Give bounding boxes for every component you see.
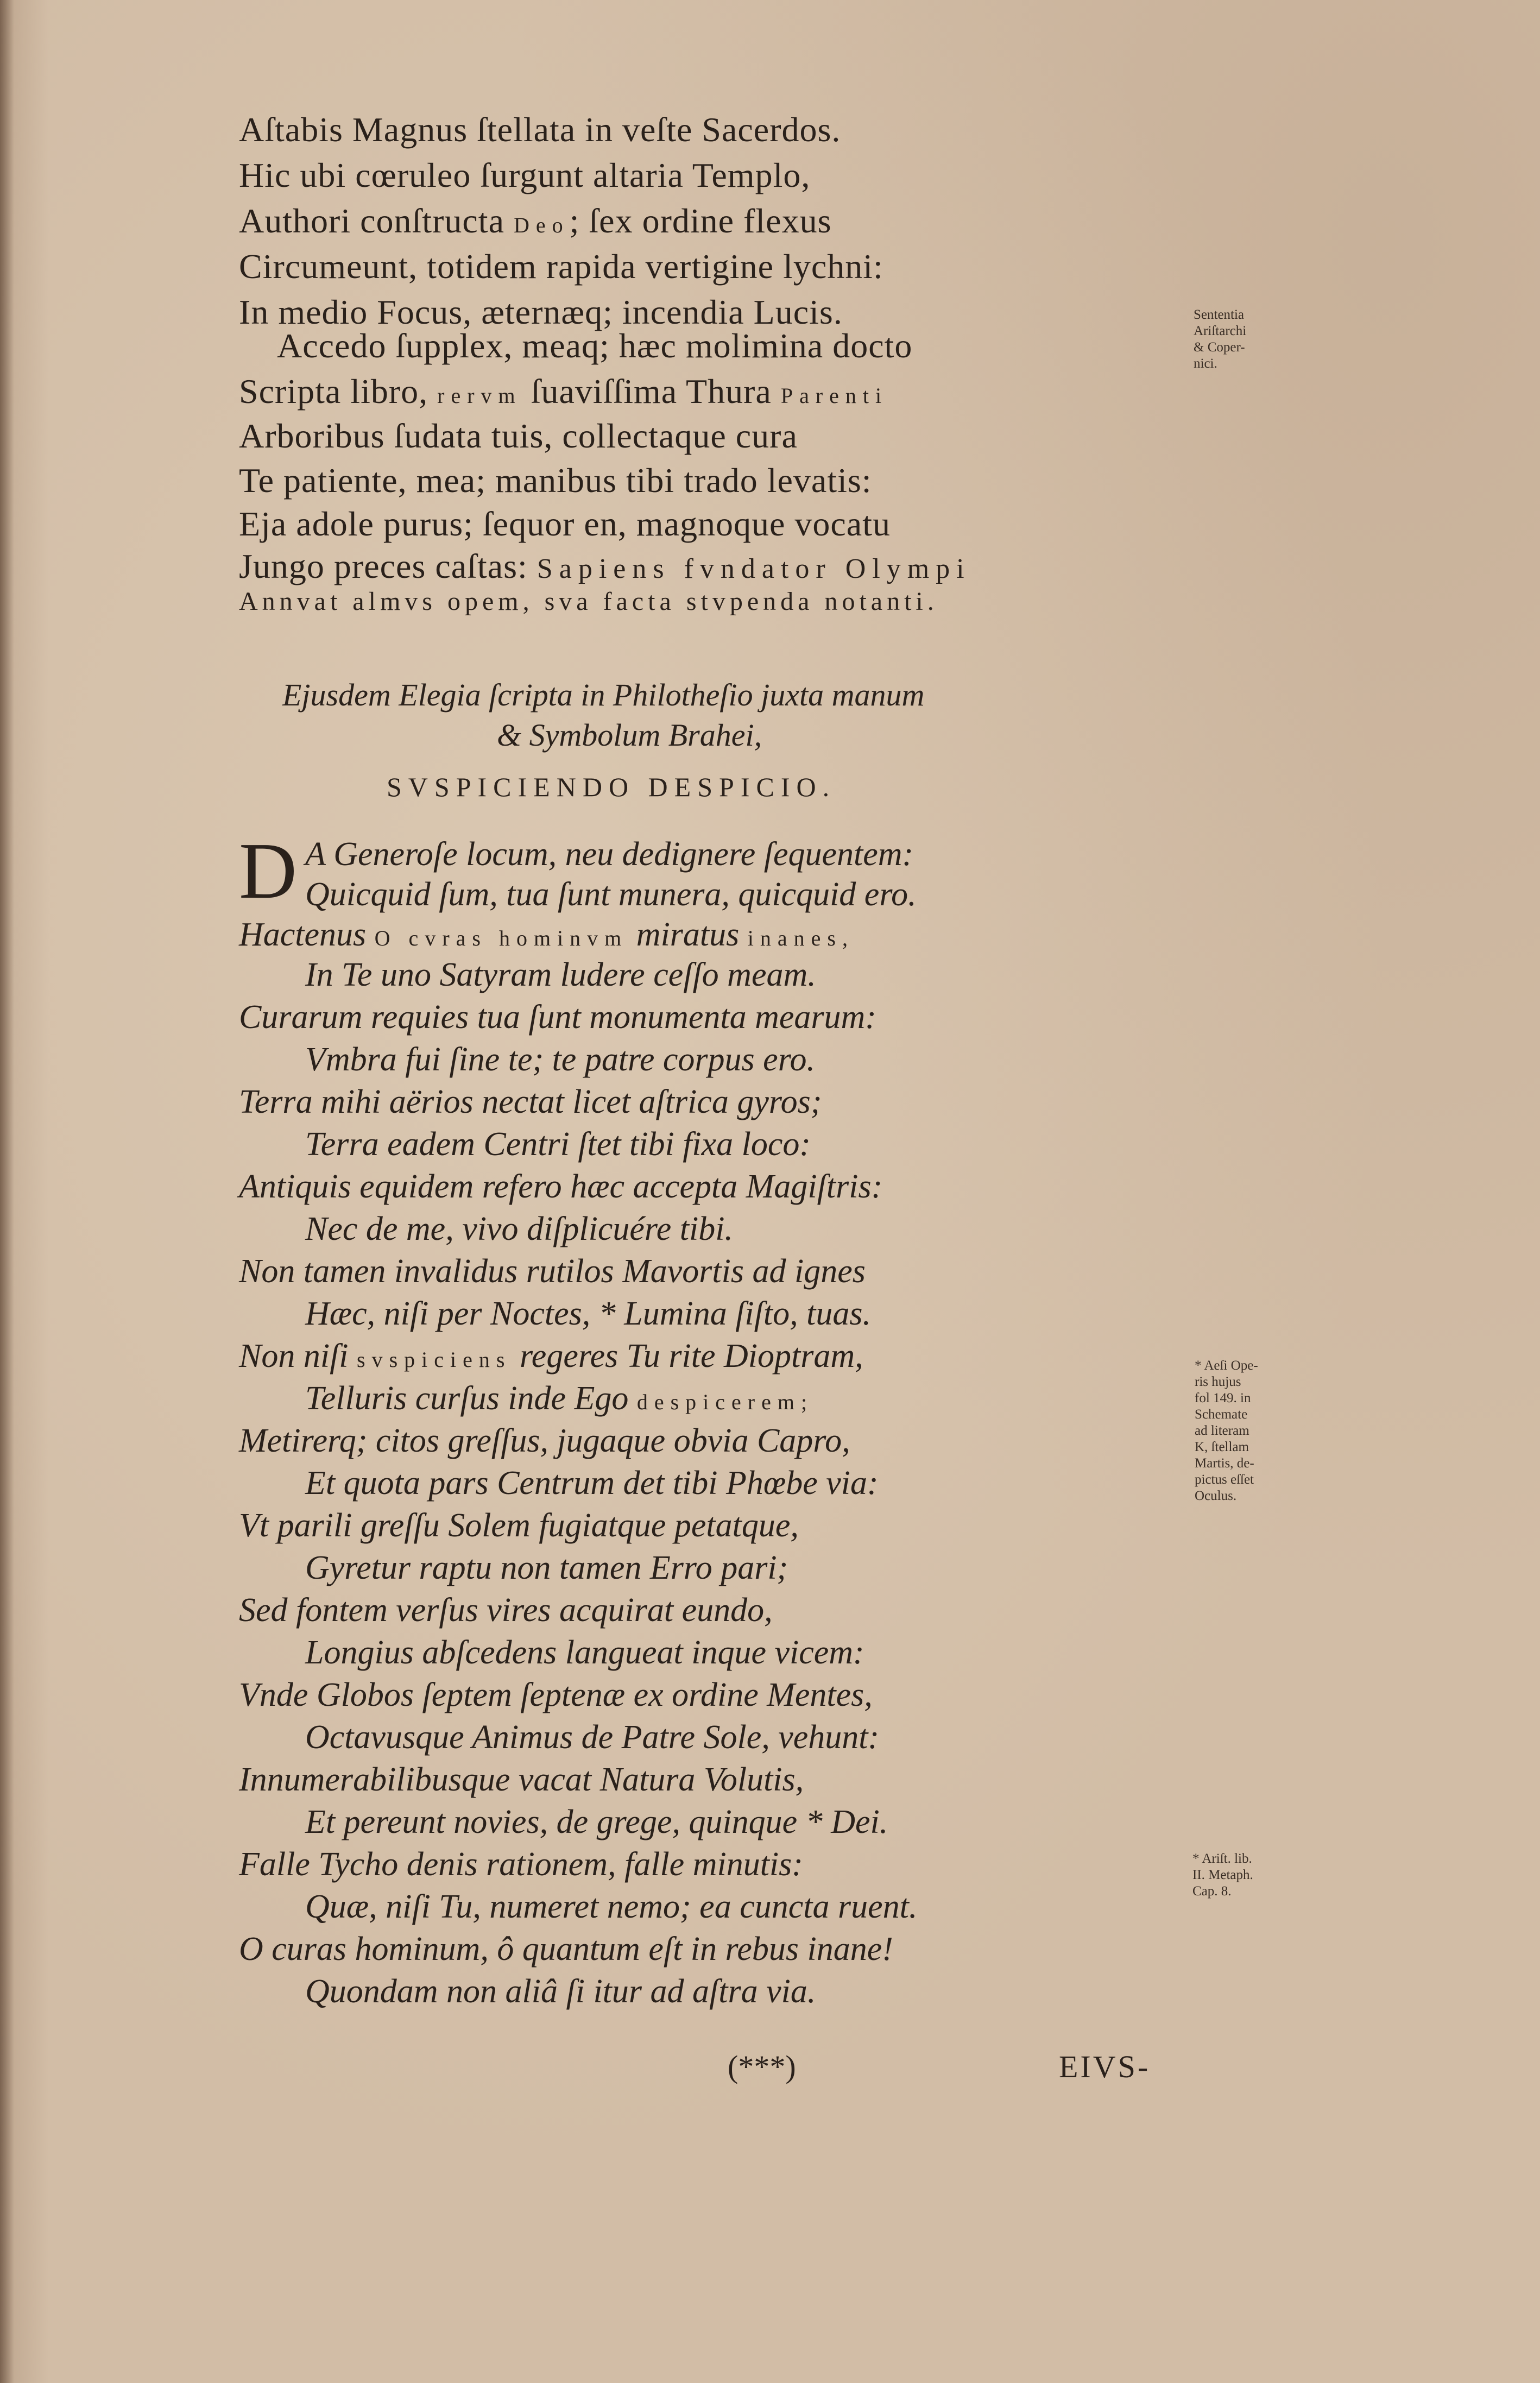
elegy-line: Metirerq; citos greſſus, jugaque obvia Capro, [239,1422,850,1459]
elegy-heading: Ejusdem Elegia ſcripta in Philotheſio juxta manum [282,677,925,713]
elegy-line: Et quota pars Centrum det tibi Phœbe via: [305,1465,879,1502]
note-line: Cap. 8. [1192,1884,1232,1899]
elegy-line [239,916,854,954]
caps-span: despicerem; [636,1390,814,1414]
elegy-line: Longius abſcedens langueat inque vicem: [305,1634,864,1671]
text-span: miratus [636,916,740,953]
elegy-heading-sub: & Symbolum Brahei, [497,717,762,753]
drop-cap: D [239,827,297,916]
poem-line: Arboribus ſudata tuis, collectaque cura [239,417,798,455]
elegy-line: Innumerabilibusque vacat Natura Volutis, [239,1761,804,1798]
elegy-line: Hæc, niſi per Noctes, * Lumina ſiſto, tuas. [305,1295,871,1332]
poem-line: Eja adole purus; ſequor en, magnoque vocatu [239,505,891,543]
elegy-line [305,1379,813,1418]
poem-line: Hic ubi cœruleo ſurgunt altaria Templo, [239,156,811,194]
elegy-line: In Te uno Satyram ludere ceſſo meam. [305,956,816,993]
text-span: Hactenus [239,916,367,953]
note-line: & Coper- [1194,340,1245,355]
elegy-line: Gyretur raptu non tamen Erro pari; [305,1549,788,1586]
text-span: regeres Tu rite Dioptram, [519,1338,863,1375]
text-span: ; ſex ordine flexus [569,201,832,240]
elegy-line: Terra eadem Centri ſtet tibi fixa loco: [305,1126,811,1163]
caps-span: O cvras hominvm [374,926,628,950]
elegy-line: Vt parili greſſu Solem fugiatque petatque, [239,1507,799,1544]
note-line: fol 149. in [1195,1391,1251,1405]
text-span: Jungo preces caſtas: [239,547,528,585]
elegy-line: Octavusque Animus de Patre Sole, vehunt: [305,1719,880,1756]
poem-line: Circumeunt, totidem rapida vertigine lychni: [239,247,883,286]
note-line: Oculus. [1195,1489,1237,1503]
caps-span: Sapiens fvndator Olympi [537,553,971,584]
elegy-line: O curas hominum, ô quantum eſt in rebus inane! [239,1931,893,1968]
text-span: Telluris curſus inde Ego [305,1380,629,1417]
margin-note [1195,1358,1303,1504]
text-span: Non niſi [239,1338,349,1375]
caps-span: Parenti [780,383,888,408]
margin-note [1194,307,1302,372]
poem-line: Annvat almvs opem, sva facta stvpenda notanti. [239,587,938,616]
elegy-line: Sed fontem verſus vires acquirat eundo, [239,1592,773,1629]
note-line: Sententia [1194,307,1245,322]
text-span: Authori conſtructa [239,201,504,240]
note-line: II. Metaph. [1192,1868,1253,1882]
caps-span: rervm [437,383,522,408]
poem-line [239,546,971,587]
poem-line [239,371,888,412]
elegy-line: Et pereunt novies, de grege, quinque * Dei. [305,1804,888,1840]
elegy-line: Curarum requies tua ſunt monumenta mearum: [239,999,876,1036]
caps-span: inanes, [747,926,854,950]
poem-line: Te patiente, mea; manibus tibi trado levatis: [239,461,872,500]
text-span: Scripta libro, [239,372,428,411]
binding-shadow [0,0,14,2383]
signature-mark: (***) [728,2049,796,2084]
elegy-line: Quondam non aliâ ſi itur ad aſtra via. [305,1973,816,2010]
elegy-line: Terra mihi aërios nectat licet aſtrica gyros; [239,1083,822,1120]
caps-span: svspiciens [357,1347,512,1372]
elegy-line: Vmbra fui ſine te; te patre corpus ero. [305,1041,816,1078]
caps-span: Deo [513,213,570,237]
elegy-line: Antiquis equidem refero hæc accepta Magiſtris: [239,1168,883,1205]
elegy-line: Quæ, niſi Tu, numeret nemo; ea cuncta ruent. [305,1888,918,1925]
motto: SVSPICIENDO DESPICIO. [387,772,836,802]
elegy-line: A Generoſe locum, neu dedignere ſequentem: [305,836,914,873]
poem-line: In medio Focus, æternæq; incendia Lucis. [239,293,843,331]
elegy-line: Nec de me, vivo diſplicuére tibi. [305,1211,733,1247]
note-line: nici. [1194,356,1217,371]
poem-line [239,201,831,241]
note-line: Martis, de- [1195,1456,1254,1471]
poem-line: Accedo ſupplex, meaq; hæc molimina docto [277,326,913,365]
note-line: pictus eſſet [1195,1472,1254,1487]
elegy-line: Vnde Globos ſeptem ſeptenæ ex ordine Mentes, [239,1676,873,1713]
note-line: Schemate [1195,1407,1248,1422]
note-line: Ariſtarchi [1194,324,1247,338]
note-line: * Aeſi Ope- [1195,1358,1258,1373]
elegy-line: Quicquid ſum, tua ſunt munera, quicquid ero. [305,876,917,913]
note-line: * Ariſt. lib. [1192,1851,1252,1866]
note-line: ris hujus [1195,1375,1241,1389]
note-line: ad literam [1195,1423,1249,1438]
catchword: EIVS- [1059,2049,1151,2084]
poem-line: Aſtabis Magnus ſtellata in veſte Sacerdos. [239,110,841,149]
margin-note [1192,1851,1301,1900]
elegy-line: Falle Tycho denis rationem, falle minutis: [239,1846,803,1883]
elegy-line: Non tamen invalidus rutilos Mavortis ad ignes [239,1253,866,1290]
note-line: K, ſtellam [1195,1440,1249,1454]
text-span: ſuaviſſima Thura [531,372,772,411]
elegy-line [239,1337,863,1376]
